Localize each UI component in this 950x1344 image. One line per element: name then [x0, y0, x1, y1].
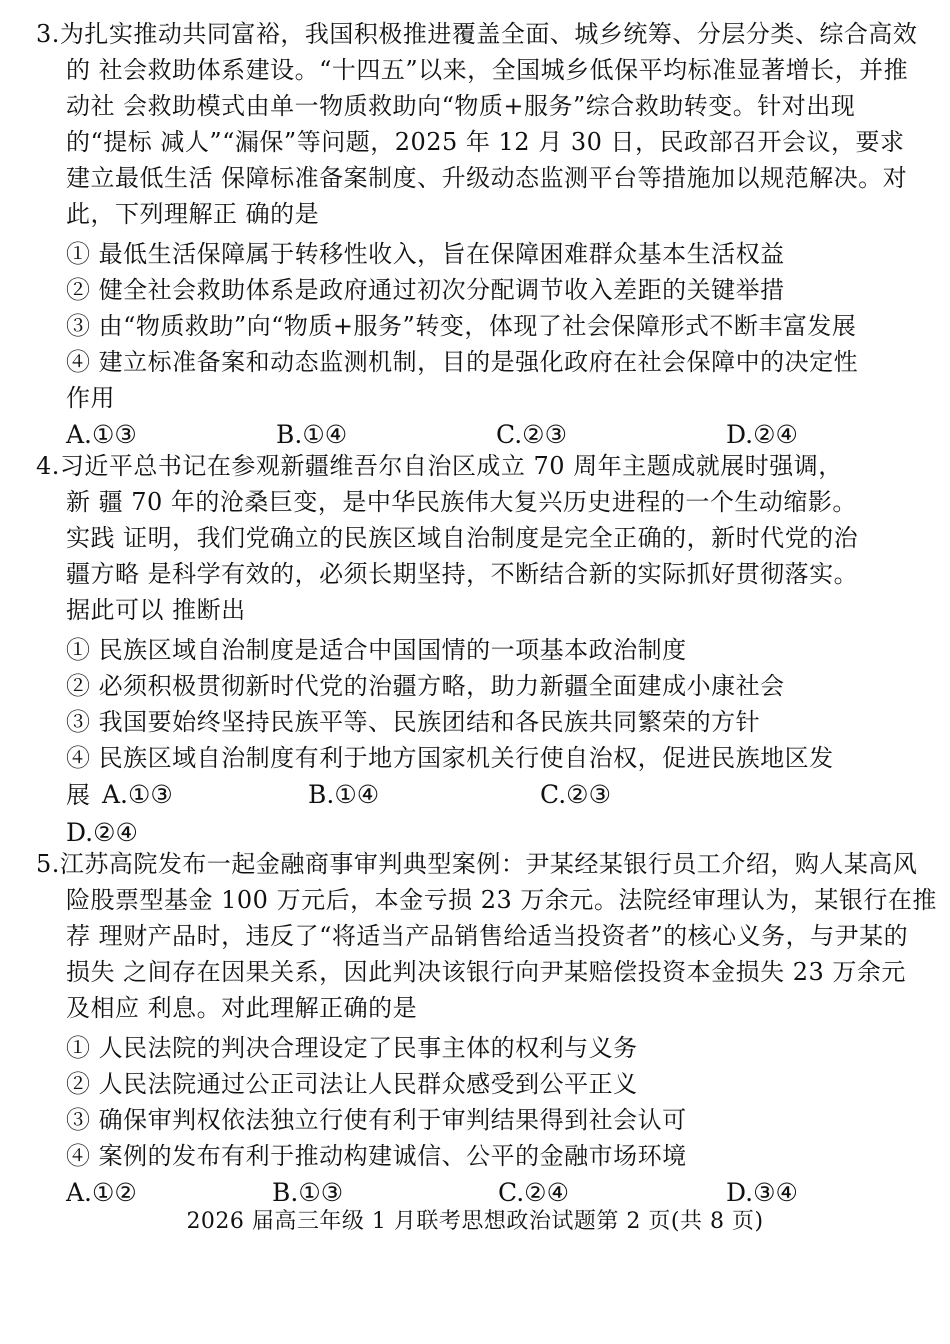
q4-stem-line: 实践 证明，我们党确立的民族区域自治制度是完全正确的，新时代党的治 [66, 524, 859, 552]
q5-item-4: ④ 案例的发布有利于推动构建诚信、公平的金融市场环境 [66, 1142, 687, 1170]
q4-item-4-tail: 展 [66, 781, 90, 809]
q4-item-3: ③ 我国要始终坚持民族平等、民族团结和各民族共同繁荣的方针 [66, 708, 761, 736]
q5-item-2: ② 人民法院通过公正司法让人民群众感受到公平正义 [66, 1070, 638, 1098]
q3-option-b: B.①④ [276, 420, 348, 449]
q4-item-2: ② 必须积极贯彻新时代党的治疆方略，助力新疆全面建成小康社会 [66, 672, 785, 700]
q4-option-a: A.①③ [102, 780, 173, 809]
q4-stem-line: 4.习近平总书记在参观新疆维吾尔自治区成立 70 周年主题成就展时强调， [36, 452, 843, 480]
q3-option-d: D.②④ [726, 420, 798, 449]
q3-stem-line: 的 社会救助体系建设。“十四五”以来，全国城乡低保平均标准显著增长，并推 [66, 56, 909, 84]
q3-item-3: ③ 由“物质救助”向“物质+服务”转变，体现了社会保障形式不断丰富发展 [66, 312, 857, 340]
q3-item-1: ① 最低生活保障属于转移性收入，旨在保障困难群众基本生活权益 [66, 240, 785, 268]
q4-stem-line: 疆方略 是科学有效的，必须长期坚持，不断结合新的实际抓好贯彻落实。 [66, 560, 859, 588]
q5-item-3: ③ 确保审判权依法独立行使有利于审判结果得到社会认可 [66, 1106, 687, 1134]
q5-stem-line: 险股票型基金 100 万元后，本金亏损 23 万余元。法院经审理认为，某银行在推 [66, 886, 937, 914]
q4-stem-line: 新 疆 70 年的沧桑巨变，是中华民族伟大复兴历史进程的一个生动缩影。 [66, 488, 857, 516]
q3-item-4-cont: 作用 [66, 384, 115, 412]
q4-option-d: D.②④ [66, 818, 138, 847]
q3-stem-line: 的“提标 减人”“漏保”等问题，2025 年 12 月 30 日，民政部召开会议，要求 [66, 128, 905, 156]
question-3 [36, 16, 916, 454]
q5-item-1: ① 人民法院的判决合理设定了民事主体的权利与义务 [66, 1034, 638, 1062]
q4-options [36, 776, 916, 814]
q5-option-b: B.①③ [272, 1178, 344, 1207]
q3-item-4: ④ 建立标准备案和动态监测机制，目的是强化政府在社会保障中的决定性 [66, 348, 859, 376]
q4-option-b: B.①④ [308, 780, 380, 809]
q4-option-c: C.②③ [540, 780, 612, 809]
q3-stem-line: 此，下列理解正 确的是 [66, 200, 320, 228]
q3-option-c: C.②③ [496, 420, 568, 449]
q3-stem-line: 动社 会救助模式由单一物质救助向“物质+服务”综合救助转变。针对出现 [66, 92, 856, 120]
q3-stem-line: 3.为扎实推动共同富裕，我国积极推进覆盖全面、城乡统筹、分层分类、综合高效 [36, 20, 918, 48]
q5-stem-line: 损失 之间存在因果关系，因此判决该银行向尹某赔偿投资本金损失 23 万余元 [66, 958, 906, 986]
question-5 [36, 846, 937, 1212]
q5-option-c: C.②④ [498, 1178, 570, 1207]
q4-item-1: ① 民族区域自治制度是适合中国国情的一项基本政治制度 [66, 636, 687, 664]
q3-item-2: ② 健全社会救助体系是政府通过初次分配调节收入差距的关键举措 [66, 276, 785, 304]
q4-stem-line: 据此可以 推断出 [66, 596, 246, 624]
q5-stem-line: 5.江苏高院发布一起金融商事审判典型案例：尹某经某银行员工介绍，购人某高风 [36, 850, 918, 878]
q5-option-a: A.①② [66, 1178, 137, 1207]
question-4 [36, 448, 916, 852]
q5-stem-line: 及相应 利息。对此理解正确的是 [66, 994, 418, 1022]
q3-option-a: A.①③ [66, 420, 137, 449]
q5-option-d: D.③④ [726, 1178, 798, 1207]
q4-item-4: ④ 民族区域自治制度有利于地方国家机关行使自治权，促进民族地区发 [66, 744, 834, 772]
page-footer: 2026 届高三年级 1 月联考思想政治试题第 2 页(共 8 页) [186, 1209, 764, 1234]
q5-stem-line: 荐 理财产品时，违反了“将适当产品销售给适当投资者”的核心义务，与尹某的 [66, 922, 909, 950]
q3-stem-line: 建立最低生活 保障标准备案制度、升级动态监测平台等措施加以规范解决。对 [66, 164, 908, 192]
